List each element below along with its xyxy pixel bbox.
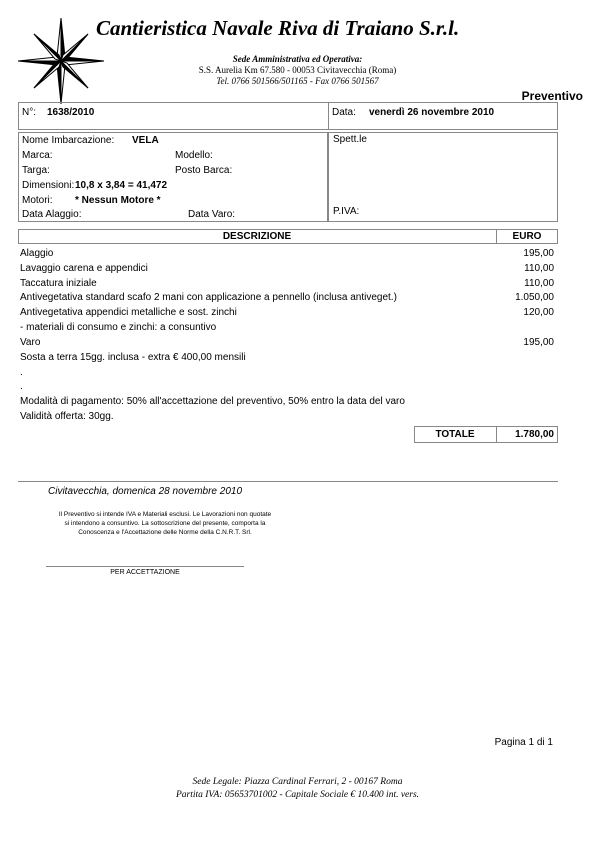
total-value: 1.780,00 — [515, 429, 554, 440]
engines-value: * Nessun Motore * — [75, 195, 161, 206]
vat-capital: Partita IVA: 05653701002 - Capitale Sociale € 10.400 int. vers. — [175, 790, 420, 800]
legal-seat: Sede Legale: Piazza Cardinal Ferrari, 2 - 00167 Roma — [192, 777, 403, 787]
company-phone: Tel. 0766 501566/501165 - Fax 0766 501567 — [216, 76, 379, 86]
launch-date-label: Data Varo: — [188, 209, 236, 220]
item-description: Sosta a terra 15gg. inclusa - extra € 400,00 mensili — [20, 352, 246, 363]
acceptance-label: PER ACCETTAZIONE — [110, 569, 180, 576]
headquarters-label: Sede Amministrativa ed Operativa: — [232, 54, 363, 64]
item-description: Modalità di pagamento: 50% all'accettazione del preventivo, 50% entro la data del varo — [20, 396, 405, 407]
item-description: Antivegetativa appendici metalliche e sost. zinchi — [20, 307, 237, 318]
quote-number-label: N°: — [22, 107, 36, 118]
haul-date-label: Data Alaggio: — [22, 209, 82, 220]
recipient-box — [328, 132, 558, 222]
vat-label: P.IVA: — [333, 206, 360, 217]
quote-date-label: Data: — [332, 107, 356, 118]
item-description: - materiali di consumo e zinchi: a consuntivo — [20, 322, 217, 333]
company-address: S.S. Aurelia Km 67.580 - 00053 Civitavecchia (Roma) — [198, 65, 397, 75]
conditions-note-line-2: si intendono a consuntivo. La sottoscrizione del presente, comporta la — [64, 520, 266, 527]
quote-date-value: venerdì 26 novembre 2010 — [369, 107, 495, 118]
dimensions-label: Dimensioni: — [22, 180, 75, 191]
place-date: Civitavecchia, domenica 28 novembre 2010 — [48, 486, 242, 497]
item-description: Validità offerta: 30gg. — [20, 411, 114, 422]
document-type-title: Preventivo — [521, 89, 583, 103]
item-description: Taccatura iniziale — [20, 278, 97, 289]
recipient-label: Spett.le — [333, 134, 367, 145]
quote-number-value: 1638/2010 — [47, 107, 95, 118]
total-label: TOTALE — [435, 429, 475, 440]
boat-name-value: VELA — [132, 135, 159, 146]
item-amount: 195,00 — [523, 337, 554, 348]
item-description: Antivegetativa standard scafo 2 mani con applicazione a pennello (inclusa antiveget.) — [20, 292, 397, 303]
item-description: . — [20, 381, 23, 392]
plate-label: Targa: — [22, 165, 50, 176]
brand-label: Marca: — [22, 150, 53, 161]
conditions-note-line-1: Il Preventivo si intende IVA e Materiali esclusi. Le Lavorazioni non quotate — [58, 511, 272, 518]
amount-column-header: EURO — [512, 231, 542, 242]
model-label: Modello: — [175, 150, 213, 161]
company-name: Cantieristica Navale Riva di Traiano S.r.l. — [96, 16, 460, 40]
item-amount: 1.050,00 — [515, 292, 554, 303]
dimensions-value: 10,8 x 3,84 = 41,472 — [75, 180, 168, 191]
berth-label: Posto Barca: — [175, 165, 233, 176]
item-description: Alaggio — [20, 248, 54, 259]
closing-divider — [18, 481, 558, 482]
item-description: . — [20, 367, 23, 378]
item-amount: 110,00 — [524, 263, 554, 274]
description-column-header: DESCRIZIONE — [222, 231, 292, 242]
engines-label: Motori: — [22, 195, 53, 206]
item-amount: 110,00 — [524, 278, 554, 289]
item-amount: 195,00 — [523, 248, 554, 259]
boat-name-label: Nome Imbarcazione: — [22, 135, 115, 146]
item-description: Varo — [20, 337, 41, 348]
signature-line — [46, 566, 244, 567]
item-description: Lavaggio carena e appendici — [20, 263, 148, 274]
page-number: Pagina 1 di 1 — [494, 737, 553, 748]
item-amount: 120,00 — [523, 307, 554, 318]
conditions-note-line-3: Conoscenza e l'Accettazione delle Norme della C.N.R.T. Srl. — [78, 529, 252, 536]
